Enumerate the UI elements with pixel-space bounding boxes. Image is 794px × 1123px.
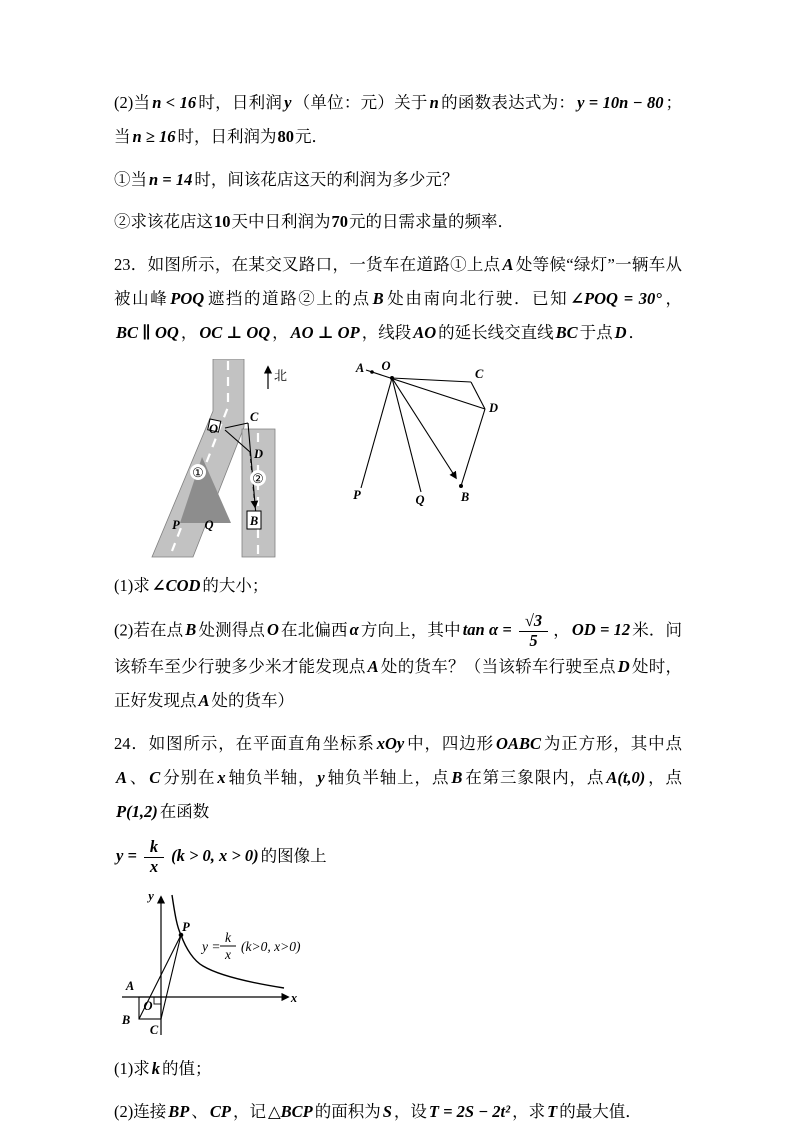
text-run: 为正方形，其中点	[542, 734, 683, 754]
fraction-denominator: x	[149, 856, 159, 876]
text-run: ①当	[114, 169, 147, 189]
point-a-dot	[370, 370, 374, 374]
point-o-label: O	[208, 421, 218, 436]
math-run: C	[149, 767, 161, 787]
text-run: ，设	[393, 1102, 427, 1122]
point-d-label: D	[254, 446, 264, 461]
text-run: 在第三象限内，点	[464, 767, 605, 787]
curve-label-denominator: x	[225, 947, 231, 963]
problem23-statement	[114, 248, 682, 349]
text-run: 天中日利润为	[231, 212, 331, 232]
y-axis-label: y	[148, 889, 154, 904]
math-run: k	[151, 1059, 160, 1079]
text-run: ，	[663, 289, 683, 309]
fraction-denominator: 5	[529, 630, 538, 650]
text-run: ，	[180, 322, 198, 342]
text-run: ，	[272, 322, 289, 342]
text-run: 的最大值．	[559, 1102, 642, 1122]
number-run: 80	[277, 126, 294, 146]
ray-ob-arrow	[392, 378, 456, 478]
math-run: n	[429, 93, 439, 112]
math-run: y =	[116, 845, 137, 865]
curve-label-lhs: y =	[202, 939, 221, 955]
point-a-label: A	[125, 979, 135, 994]
ray-op	[361, 378, 392, 488]
text-run: 遮挡的道路②上的点	[206, 289, 371, 309]
text-run: ，求	[512, 1102, 546, 1122]
math-run: OABC	[496, 734, 541, 754]
math-run: T	[547, 1102, 558, 1122]
text-run: 于点	[579, 322, 613, 342]
text-run: ，线段	[361, 322, 412, 342]
fraction-numerator: √3	[519, 612, 548, 632]
fraction	[144, 838, 164, 877]
point-o-label: O	[381, 358, 391, 373]
text-run: ，点	[647, 767, 683, 787]
text-run: 在函数	[159, 801, 210, 821]
point-p-label: P	[353, 487, 361, 502]
text-run: ；当	[114, 93, 682, 146]
curve-label-numerator: k	[225, 930, 231, 946]
problem23-q2	[114, 612, 682, 719]
math-run: POQ	[170, 289, 205, 309]
math-run: D	[617, 657, 630, 677]
segment-cp	[161, 935, 181, 1019]
problem24-q2	[114, 1095, 682, 1123]
text-run: 、	[191, 1102, 208, 1122]
math-run: (k > 0, x > 0)	[171, 845, 259, 865]
line-ad	[366, 370, 485, 409]
x-axis-label: x	[290, 991, 298, 1006]
point-q-label: Q	[204, 517, 214, 532]
text-run: 时，日利润为	[177, 126, 277, 146]
text-run: (2)当	[114, 93, 151, 112]
math-run: B	[185, 619, 197, 639]
problem24-formula	[114, 838, 682, 877]
text-run: 元的日需求量的频率．	[349, 212, 514, 232]
text-run: 23．如图所示，在某交叉路口，一货车在道路①上点	[114, 255, 501, 275]
math-run: y	[317, 767, 325, 787]
math-run: n < 16	[152, 93, 197, 112]
point-b-label: B	[121, 1013, 131, 1028]
text-run: 分别在	[162, 767, 216, 787]
text-run: 轴负半轴上，点	[326, 767, 450, 787]
north-label: 北	[274, 367, 288, 383]
math-run: n = 14	[149, 169, 193, 189]
text-run: 24．如图所示，在平面直角坐标系	[114, 734, 375, 754]
math-run: ∠POQ = 30°	[570, 289, 662, 309]
point-b-label: B	[460, 489, 470, 504]
text-run: 处由南向北行驶．已知	[385, 289, 569, 309]
segment-db	[461, 409, 485, 486]
text-run: 的函数表达式为：	[440, 93, 576, 112]
problem24-statement	[114, 727, 682, 828]
text-run: 的大小；	[202, 575, 269, 595]
curve-label-condition: (k>0, x>0)	[241, 939, 301, 955]
math-run: n ≥ 16	[132, 126, 176, 146]
problem23-q1	[114, 569, 682, 603]
road-2-number: ②	[252, 470, 264, 486]
math-run: A	[367, 657, 379, 677]
math-run: A(t,0)	[606, 767, 646, 787]
fraction-numerator: k	[144, 838, 164, 858]
point-q-label: Q	[415, 492, 425, 507]
math-run: BC ∥ OQ	[116, 322, 179, 342]
point-c-label: C	[250, 409, 259, 424]
math-run: OC ⊥ OQ	[199, 322, 271, 342]
text-run: 轴负半轴，	[227, 767, 316, 787]
point-b-dot	[459, 484, 463, 488]
text-run: ②求该花店这	[114, 212, 213, 232]
text-run: ，	[553, 619, 570, 639]
math-run: O	[267, 619, 279, 639]
point-o-dot	[390, 376, 394, 380]
text-run: 元．	[294, 126, 328, 146]
road-1-shape	[152, 359, 244, 557]
text-run: (1)求	[114, 1059, 150, 1079]
math-run: B	[372, 289, 384, 309]
point-d-label: D	[489, 400, 499, 415]
text-run: 处的货车？（当该轿车行驶至点	[380, 657, 616, 677]
graph-diagram	[114, 885, 346, 1043]
point-a-label: A	[355, 360, 365, 375]
math-run: y = 10n − 80	[577, 93, 664, 112]
math-run: x	[217, 767, 226, 787]
text-run: （单位：元）关于	[293, 93, 428, 112]
number-run: 70	[331, 212, 348, 232]
text-run: 、	[129, 767, 148, 787]
math-run: A	[116, 767, 128, 787]
text-run: 的面积为	[314, 1102, 381, 1122]
point-p-label: P	[182, 920, 190, 935]
prior-problem-sub2	[114, 205, 682, 239]
text-run: (1)求	[114, 575, 150, 595]
text-run: 的值；	[162, 1059, 212, 1079]
math-run: S	[382, 1102, 392, 1122]
problem24-q1	[114, 1052, 682, 1086]
point-c-label: C	[149, 1023, 159, 1038]
text-run: 时，日利润	[198, 93, 283, 112]
text-run: 方向上，其中	[360, 619, 461, 639]
math-run: △BCP	[267, 1102, 313, 1122]
text-run: 的延长线交直线	[438, 322, 554, 342]
origin-angle-mark	[154, 997, 161, 1004]
origin-label: O	[143, 999, 153, 1014]
math-run: BP	[168, 1102, 190, 1122]
math-run: y	[284, 93, 292, 112]
text-run: 的图像上	[260, 845, 327, 865]
math-run: ∠COD	[151, 575, 201, 595]
math-run: D	[614, 322, 627, 342]
text-run: 中，四边形	[406, 734, 495, 754]
segment-oc	[392, 378, 471, 382]
point-b-label: B	[249, 513, 259, 528]
text-run: ，记	[232, 1102, 266, 1122]
prior-problem-sub1	[114, 163, 682, 197]
math-run: BC	[555, 322, 578, 342]
number-run: 10	[214, 212, 231, 232]
text-run: (2)连接	[114, 1102, 167, 1122]
fraction	[519, 612, 548, 651]
math-run: B	[451, 767, 463, 787]
math-run: T = 2S − 2t²	[428, 1102, 511, 1122]
elevation-diagram	[352, 359, 512, 509]
math-run: A	[502, 255, 514, 275]
math-run: tan α =	[462, 619, 512, 639]
text-run: 处时，正好发现点	[114, 657, 683, 711]
math-run: AO	[413, 322, 437, 342]
intersection-diagram	[138, 359, 318, 561]
point-p-label: P	[172, 517, 180, 532]
problem24-figure	[114, 885, 682, 1048]
math-run: P(1,2)	[116, 801, 158, 821]
math-run: AO ⊥ OP	[290, 322, 360, 342]
text-run: ．	[628, 322, 646, 342]
math-run: A	[198, 691, 210, 711]
ray-oq	[392, 378, 421, 492]
point-c-label: C	[475, 366, 484, 381]
problem23-figures	[138, 359, 682, 561]
text-run: 处的货车）	[211, 691, 295, 711]
prior-problem-part2	[114, 86, 682, 154]
road-1-number: ①	[192, 464, 204, 480]
math-run: CP	[209, 1102, 231, 1122]
text-run: 在北偏西	[280, 619, 348, 639]
text-run: 米．问该轿车至少行驶多少米才能发现点	[114, 619, 683, 677]
math-run: OD = 12	[571, 619, 631, 639]
text-run: (2)若在点	[114, 619, 184, 639]
text-run: 处测得点	[198, 619, 265, 639]
math-run: xOy	[376, 734, 405, 754]
math-run: α	[349, 619, 359, 639]
text-run: 处等候“绿灯”一辆车从被山峰	[114, 255, 683, 309]
text-run: 时，间该花店这天的利润为多少元？	[194, 169, 459, 189]
